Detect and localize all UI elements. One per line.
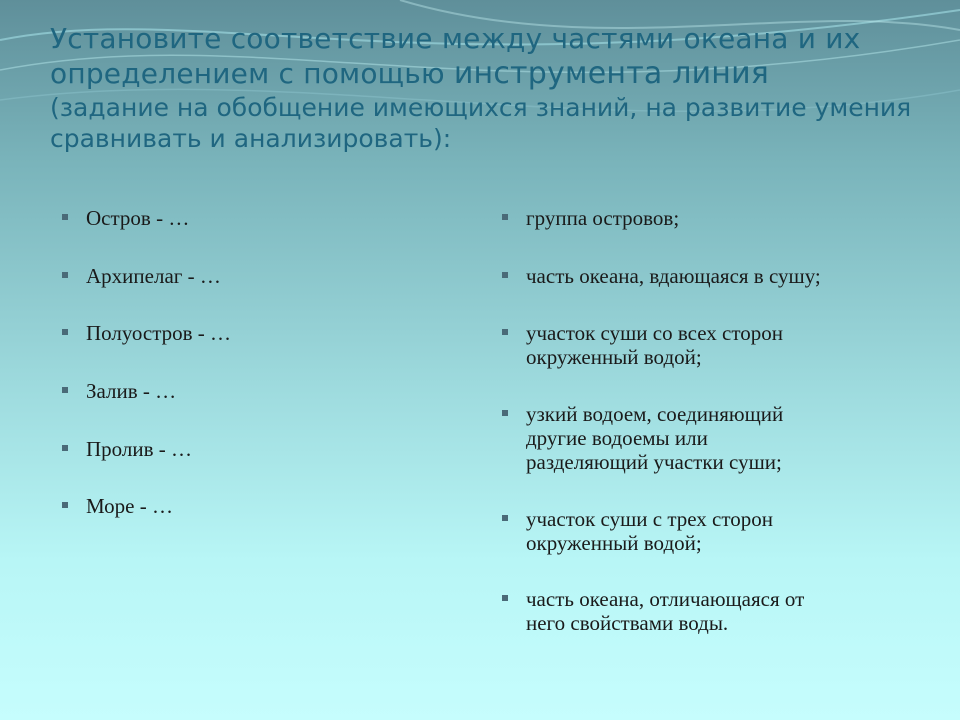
title-line-2-emphasis: инструмента линия [453,56,770,92]
title-line-1: Установите соответствие между частями океана и их [50,22,861,55]
term-item: Залив - … [58,379,176,403]
term-item: Остров - … [58,206,189,230]
title-main [50,22,930,93]
term-item: Полуостров - … [58,321,231,345]
slide-title [50,22,930,155]
definition-item: узкий водоем, соединяющий другие водоемы или разделяющий участки суши; [498,402,783,474]
term-item: Пролив - … [58,437,192,461]
definition-item: участок суши со всех сторон окруженный водой; [498,321,783,369]
definition-item: группа островов; [498,206,679,230]
title-subtitle: (задание на обобщение имеющихся знаний, на развитие умения сравнивать и анализировать): [50,93,912,154]
definition-item: участок суши с трех сторон окруженный водой; [498,507,773,555]
term-item: Архипелаг - … [58,264,221,288]
definition-item: часть океана, вдающаяся в сушу; [498,264,821,288]
term-item: Море - … [58,494,173,518]
definition-item: часть океана, отличающаяся от него свойствами воды. [498,587,804,635]
title-line-2-start: определением с помощью [50,57,454,91]
